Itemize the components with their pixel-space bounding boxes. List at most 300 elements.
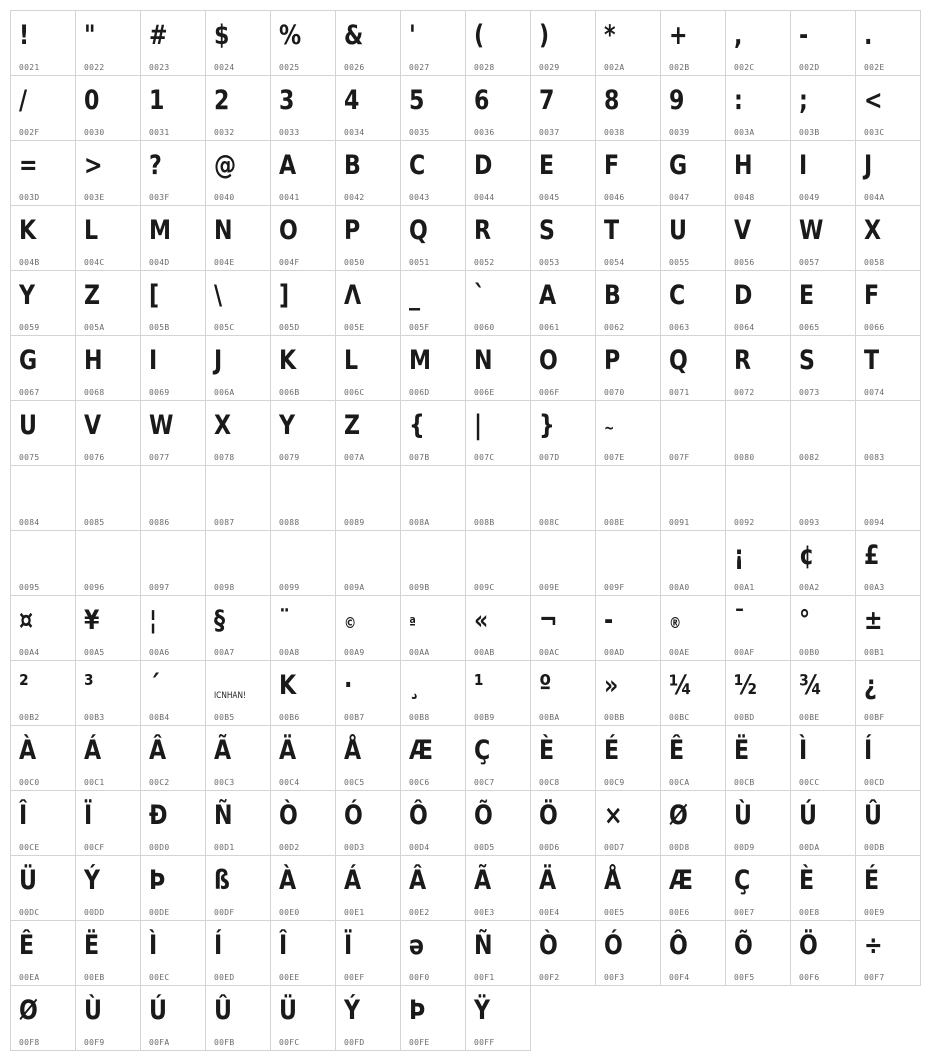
glyph-codepoint: 0043 bbox=[409, 193, 430, 202]
glyph-codepoint: 0066 bbox=[864, 323, 885, 332]
glyph-cell bbox=[660, 855, 726, 921]
glyph-codepoint: 0046 bbox=[604, 193, 625, 202]
glyph-cell bbox=[660, 400, 726, 466]
glyph-cell bbox=[530, 400, 596, 466]
glyph-character: ` bbox=[474, 280, 486, 311]
glyph-character: " bbox=[84, 20, 96, 51]
glyph-cell bbox=[400, 725, 466, 791]
glyph-codepoint: 0084 bbox=[19, 518, 40, 527]
glyph-cell bbox=[10, 75, 76, 141]
glyph-codepoint: 00D8 bbox=[669, 843, 690, 852]
glyph-codepoint: 006F bbox=[539, 388, 560, 397]
glyph-codepoint: 00AA bbox=[409, 648, 430, 657]
glyph-codepoint: 00BE bbox=[799, 713, 820, 722]
glyph-character: Ý bbox=[84, 865, 101, 896]
glyph-codepoint: 006C bbox=[344, 388, 365, 397]
glyph-codepoint: 0083 bbox=[864, 453, 885, 462]
glyph-cell bbox=[595, 400, 661, 466]
glyph-character: . bbox=[864, 20, 873, 51]
glyph-character: 2 bbox=[214, 85, 230, 116]
glyph-cell bbox=[530, 335, 596, 401]
glyph-character: P bbox=[344, 215, 361, 246]
glyph-character: Ñ bbox=[214, 800, 233, 831]
glyph-codepoint: 00D4 bbox=[409, 843, 430, 852]
glyph-codepoint: 0037 bbox=[539, 128, 560, 137]
glyph-codepoint: 00DD bbox=[84, 908, 105, 917]
glyph-codepoint: 0026 bbox=[344, 63, 365, 72]
glyph-codepoint: 00F8 bbox=[19, 1038, 40, 1047]
glyph-codepoint: 00CE bbox=[19, 843, 40, 852]
glyph-cell bbox=[10, 465, 76, 531]
glyph-character: Ð bbox=[149, 800, 168, 831]
glyph-cell bbox=[270, 920, 336, 986]
glyph-character: Î bbox=[279, 930, 288, 961]
glyph-cell bbox=[400, 335, 466, 401]
glyph-character: ! bbox=[19, 20, 30, 51]
glyph-cell bbox=[335, 465, 401, 531]
glyph-character: ¾ bbox=[799, 670, 822, 701]
glyph-character: D bbox=[734, 280, 753, 311]
glyph-cell bbox=[205, 75, 271, 141]
glyph-codepoint: 00E2 bbox=[409, 908, 430, 917]
glyph-codepoint: 0094 bbox=[864, 518, 885, 527]
glyph-character: 0 bbox=[84, 85, 100, 116]
glyph-character: T bbox=[864, 345, 880, 376]
glyph-cell bbox=[400, 920, 466, 986]
glyph-codepoint: 00E1 bbox=[344, 908, 365, 917]
glyph-character: C bbox=[669, 280, 686, 311]
glyph-codepoint: 00B0 bbox=[799, 648, 820, 657]
glyph-cell bbox=[595, 920, 661, 986]
glyph-codepoint: 0055 bbox=[669, 258, 690, 267]
glyph-cell bbox=[660, 920, 726, 986]
glyph-codepoint: 007A bbox=[344, 453, 365, 462]
glyph-codepoint: 00E5 bbox=[604, 908, 625, 917]
glyph-character: Ë bbox=[734, 735, 750, 766]
glyph-codepoint: 00EB bbox=[84, 973, 105, 982]
glyph-cell bbox=[465, 400, 531, 466]
glyph-cell bbox=[790, 335, 856, 401]
glyph-cell bbox=[400, 465, 466, 531]
glyph-codepoint: 00F7 bbox=[864, 973, 885, 982]
glyph-cell bbox=[400, 790, 466, 856]
glyph-character: 9 bbox=[669, 85, 685, 116]
glyph-character: - bbox=[799, 20, 809, 51]
glyph-codepoint: 004D bbox=[149, 258, 170, 267]
glyph-cell bbox=[400, 10, 466, 76]
glyph-character: Λ bbox=[344, 280, 362, 311]
glyph-codepoint: 00AC bbox=[539, 648, 560, 657]
glyph-codepoint: 00BA bbox=[539, 713, 560, 722]
glyph-cell bbox=[400, 985, 466, 1051]
glyph-character: ICNHAN! bbox=[214, 691, 246, 701]
glyph-codepoint: 00A5 bbox=[84, 648, 105, 657]
glyph-cell bbox=[140, 335, 206, 401]
glyph-codepoint: 0044 bbox=[474, 193, 495, 202]
glyph-cell bbox=[595, 660, 661, 726]
glyph-character: ³ bbox=[84, 670, 94, 701]
glyph-character: Ñ bbox=[474, 930, 493, 961]
glyph-codepoint: 0074 bbox=[864, 388, 885, 397]
glyph-codepoint: 00FD bbox=[344, 1038, 365, 1047]
glyph-character: S bbox=[799, 345, 815, 376]
glyph-character: Å bbox=[604, 865, 622, 896]
glyph-character: Ì bbox=[799, 735, 808, 766]
glyph-cell bbox=[400, 660, 466, 726]
glyph-character: º bbox=[539, 670, 552, 701]
glyph-character: ( bbox=[474, 20, 485, 51]
glyph-cell bbox=[790, 595, 856, 661]
glyph-codepoint: 00DB bbox=[864, 843, 885, 852]
glyph-character: Ï bbox=[84, 800, 93, 831]
glyph-codepoint: 003C bbox=[864, 128, 885, 137]
glyph-character: G bbox=[19, 345, 38, 376]
glyph-cell bbox=[335, 595, 401, 661]
glyph-cell bbox=[10, 920, 76, 986]
glyph-character: 3 bbox=[279, 85, 295, 116]
glyph-codepoint: 005A bbox=[84, 323, 105, 332]
glyph-cell bbox=[205, 10, 271, 76]
glyph-character: C bbox=[409, 150, 426, 181]
glyph-cell bbox=[75, 985, 141, 1051]
glyph-character: W bbox=[149, 410, 174, 441]
glyph-cell bbox=[465, 335, 531, 401]
glyph-codepoint: 0091 bbox=[669, 518, 690, 527]
glyph-character: Ý bbox=[344, 995, 361, 1026]
glyph-cell bbox=[75, 10, 141, 76]
glyph-character: V bbox=[734, 215, 752, 246]
glyph-codepoint: 00D2 bbox=[279, 843, 300, 852]
glyph-codepoint: 00C6 bbox=[409, 778, 430, 787]
glyph-cell bbox=[465, 270, 531, 336]
glyph-codepoint: 005B bbox=[149, 323, 170, 332]
glyph-codepoint: 003A bbox=[734, 128, 755, 137]
glyph-codepoint: 0064 bbox=[734, 323, 755, 332]
glyph-cell bbox=[140, 855, 206, 921]
glyph-codepoint: 0028 bbox=[474, 63, 495, 72]
glyph-character: Û bbox=[864, 800, 882, 831]
glyph-character: À bbox=[279, 865, 297, 896]
glyph-character: X bbox=[214, 410, 232, 441]
glyph-cell bbox=[530, 75, 596, 141]
glyph-codepoint: 0024 bbox=[214, 63, 235, 72]
glyph-codepoint: 00F0 bbox=[409, 973, 430, 982]
glyph-character: D bbox=[474, 150, 493, 181]
glyph-cell bbox=[270, 335, 336, 401]
glyph-cell bbox=[205, 790, 271, 856]
glyph-cell bbox=[465, 530, 531, 596]
glyph-character: Ö bbox=[539, 800, 558, 831]
glyph-character: ¥ bbox=[84, 605, 100, 636]
glyph-codepoint: 00CB bbox=[734, 778, 755, 787]
glyph-cell bbox=[335, 660, 401, 726]
glyph-cell bbox=[790, 920, 856, 986]
glyph-codepoint: 0085 bbox=[84, 518, 105, 527]
glyph-codepoint: 0096 bbox=[84, 583, 105, 592]
glyph-cell bbox=[75, 140, 141, 206]
glyph-codepoint: 00CF bbox=[84, 843, 105, 852]
glyph-cell bbox=[140, 10, 206, 76]
glyph-codepoint: 00A6 bbox=[149, 648, 170, 657]
glyph-codepoint: 005F bbox=[409, 323, 430, 332]
glyph-cell bbox=[595, 595, 661, 661]
glyph-cell bbox=[465, 920, 531, 986]
glyph-cell bbox=[335, 530, 401, 596]
glyph-character: ¼ bbox=[669, 670, 692, 701]
glyph-cell bbox=[270, 205, 336, 271]
glyph-codepoint: 0025 bbox=[279, 63, 300, 72]
glyph-cell bbox=[270, 400, 336, 466]
glyph-cell bbox=[790, 75, 856, 141]
glyph-codepoint: 00B7 bbox=[344, 713, 365, 722]
glyph-cell bbox=[725, 75, 791, 141]
glyph-character: ə bbox=[409, 930, 425, 961]
glyph-cell bbox=[725, 725, 791, 791]
glyph-cell bbox=[270, 660, 336, 726]
glyph-cell bbox=[335, 75, 401, 141]
glyph-cell bbox=[205, 270, 271, 336]
glyph-codepoint: 00DE bbox=[149, 908, 170, 917]
glyph-character: Ë bbox=[84, 930, 100, 961]
glyph-codepoint: 00F4 bbox=[669, 973, 690, 982]
glyph-cell bbox=[530, 725, 596, 791]
glyph-cell bbox=[660, 465, 726, 531]
glyph-cell bbox=[465, 140, 531, 206]
glyph-cell bbox=[855, 140, 921, 206]
glyph-codepoint: 00FF bbox=[474, 1038, 495, 1047]
glyph-codepoint: 006A bbox=[214, 388, 235, 397]
glyph-cell bbox=[400, 75, 466, 141]
glyph-character: R bbox=[734, 345, 752, 376]
glyph-character: ? bbox=[149, 150, 162, 181]
glyph-codepoint: 00AB bbox=[474, 648, 495, 657]
glyph-character: ´ bbox=[149, 670, 161, 701]
glyph-character: Á bbox=[84, 735, 102, 766]
glyph-character: ° bbox=[799, 605, 811, 636]
glyph-cell bbox=[725, 920, 791, 986]
glyph-codepoint: 0087 bbox=[214, 518, 235, 527]
glyph-character: Ö bbox=[799, 930, 818, 961]
glyph-cell bbox=[270, 140, 336, 206]
glyph-codepoint: 00A9 bbox=[344, 648, 365, 657]
glyph-codepoint: 0032 bbox=[214, 128, 235, 137]
glyph-codepoint: 00A2 bbox=[799, 583, 820, 592]
glyph-cell bbox=[335, 140, 401, 206]
glyph-character: Þ bbox=[409, 995, 426, 1026]
glyph-codepoint: 0089 bbox=[344, 518, 365, 527]
glyph-cell bbox=[75, 335, 141, 401]
glyph-codepoint: 0082 bbox=[799, 453, 820, 462]
glyph-codepoint: 0093 bbox=[799, 518, 820, 527]
glyph-cell bbox=[855, 75, 921, 141]
glyph-cell bbox=[725, 660, 791, 726]
glyph-cell bbox=[595, 75, 661, 141]
glyph-character: F bbox=[864, 280, 880, 311]
glyph-codepoint: 0076 bbox=[84, 453, 105, 462]
glyph-cell bbox=[595, 10, 661, 76]
glyph-codepoint: 00DF bbox=[214, 908, 235, 917]
glyph-codepoint: 00EA bbox=[19, 973, 40, 982]
glyph-character: Â bbox=[409, 865, 427, 896]
glyph-codepoint: 00FC bbox=[279, 1038, 300, 1047]
glyph-character: 1 bbox=[149, 85, 165, 116]
glyph-cell bbox=[855, 465, 921, 531]
glyph-cell bbox=[660, 10, 726, 76]
glyph-cell bbox=[335, 270, 401, 336]
glyph-codepoint: 00E7 bbox=[734, 908, 755, 917]
glyph-codepoint: 006E bbox=[474, 388, 495, 397]
glyph-codepoint: 0086 bbox=[149, 518, 170, 527]
glyph-cell bbox=[335, 920, 401, 986]
glyph-cell bbox=[790, 530, 856, 596]
glyph-codepoint: 007E bbox=[604, 453, 625, 462]
glyph-character: ÷ bbox=[864, 930, 883, 961]
glyph-character: 6 bbox=[474, 85, 490, 116]
glyph-codepoint: 004F bbox=[279, 258, 300, 267]
glyph-codepoint: 0058 bbox=[864, 258, 885, 267]
glyph-cell bbox=[530, 660, 596, 726]
glyph-character: Û bbox=[214, 995, 232, 1026]
glyph-codepoint: 008E bbox=[604, 518, 625, 527]
glyph-codepoint: 00A8 bbox=[279, 648, 300, 657]
glyph-codepoint: 009C bbox=[474, 583, 495, 592]
glyph-codepoint: 0039 bbox=[669, 128, 690, 137]
glyph-character: - bbox=[604, 605, 614, 636]
glyph-cell bbox=[140, 790, 206, 856]
glyph-cell bbox=[270, 985, 336, 1051]
glyph-cell bbox=[790, 790, 856, 856]
glyph-codepoint: 00A3 bbox=[864, 583, 885, 592]
glyph-codepoint: 0079 bbox=[279, 453, 300, 462]
glyph-character: I bbox=[799, 150, 808, 181]
glyph-cell bbox=[140, 920, 206, 986]
glyph-cell bbox=[205, 855, 271, 921]
glyph-codepoint: 00F3 bbox=[604, 973, 625, 982]
glyph-character: O bbox=[539, 345, 558, 376]
glyph-character: Ÿ bbox=[474, 995, 491, 1026]
glyph-character: É bbox=[604, 735, 620, 766]
glyph-character: } bbox=[539, 410, 555, 441]
glyph-codepoint: 00E3 bbox=[474, 908, 495, 917]
glyph-cell bbox=[270, 855, 336, 921]
glyph-codepoint: 00AE bbox=[669, 648, 690, 657]
glyph-codepoint: 00ED bbox=[214, 973, 235, 982]
glyph-codepoint: 00C0 bbox=[19, 778, 40, 787]
glyph-cell bbox=[725, 10, 791, 76]
glyph-cell bbox=[205, 660, 271, 726]
glyph-cell bbox=[855, 920, 921, 986]
glyph-cell bbox=[660, 595, 726, 661]
glyph-codepoint: 00F2 bbox=[539, 973, 560, 982]
glyph-cell bbox=[400, 530, 466, 596]
glyph-character: ¸ bbox=[409, 670, 421, 701]
glyph-cell bbox=[400, 855, 466, 921]
glyph-cell bbox=[75, 725, 141, 791]
glyph-codepoint: 0053 bbox=[539, 258, 560, 267]
glyph-character: H bbox=[734, 150, 753, 181]
glyph-character: Æ bbox=[409, 735, 434, 766]
glyph-codepoint: 0034 bbox=[344, 128, 365, 137]
glyph-codepoint: 009F bbox=[604, 583, 625, 592]
glyph-character: ¿ bbox=[864, 670, 877, 701]
glyph-cell bbox=[205, 595, 271, 661]
glyph-character: · bbox=[344, 670, 353, 701]
glyph-cell bbox=[335, 725, 401, 791]
glyph-cell bbox=[790, 140, 856, 206]
glyph-codepoint: 00E4 bbox=[539, 908, 560, 917]
glyph-codepoint: 00C5 bbox=[344, 778, 365, 787]
glyph-character: : bbox=[734, 85, 743, 116]
glyph-cell bbox=[140, 660, 206, 726]
glyph-cell bbox=[855, 205, 921, 271]
glyph-codepoint: 005D bbox=[279, 323, 300, 332]
glyph-codepoint: 00F5 bbox=[734, 973, 755, 982]
glyph-cell bbox=[270, 75, 336, 141]
glyph-codepoint: 0072 bbox=[734, 388, 755, 397]
glyph-codepoint: 0057 bbox=[799, 258, 820, 267]
glyph-codepoint: 0075 bbox=[19, 453, 40, 462]
glyph-cell bbox=[205, 205, 271, 271]
glyph-character: Á bbox=[344, 865, 362, 896]
glyph-cell bbox=[530, 205, 596, 271]
glyph-character: # bbox=[149, 20, 168, 51]
glyph-grid bbox=[10, 10, 920, 1050]
glyph-codepoint: 003D bbox=[19, 193, 40, 202]
glyph-codepoint: 006D bbox=[409, 388, 430, 397]
glyph-cell bbox=[10, 400, 76, 466]
glyph-codepoint: 005E bbox=[344, 323, 365, 332]
glyph-cell bbox=[335, 335, 401, 401]
glyph-cell bbox=[595, 335, 661, 401]
glyph-character: Â bbox=[149, 735, 167, 766]
glyph-cell bbox=[530, 10, 596, 76]
glyph-codepoint: 00BC bbox=[669, 713, 690, 722]
glyph-cell bbox=[725, 270, 791, 336]
glyph-cell bbox=[725, 335, 791, 401]
glyph-codepoint: 0060 bbox=[474, 323, 495, 332]
glyph-codepoint: 00CA bbox=[669, 778, 690, 787]
glyph-codepoint: 0052 bbox=[474, 258, 495, 267]
glyph-cell bbox=[270, 725, 336, 791]
glyph-cell bbox=[530, 855, 596, 921]
glyph-character: Ü bbox=[279, 995, 297, 1026]
glyph-cell bbox=[790, 465, 856, 531]
glyph-cell bbox=[530, 270, 596, 336]
glyph-cell bbox=[10, 725, 76, 791]
glyph-cell bbox=[530, 790, 596, 856]
glyph-character: O bbox=[279, 215, 298, 246]
glyph-character: K bbox=[279, 345, 297, 376]
glyph-cell bbox=[10, 790, 76, 856]
glyph-cell bbox=[400, 140, 466, 206]
glyph-codepoint: 003E bbox=[84, 193, 105, 202]
glyph-cell bbox=[465, 75, 531, 141]
glyph-character: Z bbox=[84, 280, 101, 311]
glyph-cell bbox=[790, 855, 856, 921]
glyph-character: Þ bbox=[149, 865, 166, 896]
glyph-codepoint: 00F6 bbox=[799, 973, 820, 982]
glyph-codepoint: 009E bbox=[539, 583, 560, 592]
glyph-character: 5 bbox=[409, 85, 425, 116]
glyph-codepoint: 0071 bbox=[669, 388, 690, 397]
glyph-codepoint: 0051 bbox=[409, 258, 430, 267]
glyph-cell bbox=[335, 205, 401, 271]
glyph-codepoint: 00A0 bbox=[669, 583, 690, 592]
glyph-codepoint: 00B1 bbox=[864, 648, 885, 657]
glyph-character: Ê bbox=[669, 735, 685, 766]
glyph-codepoint: 006B bbox=[279, 388, 300, 397]
glyph-character: X bbox=[864, 215, 882, 246]
